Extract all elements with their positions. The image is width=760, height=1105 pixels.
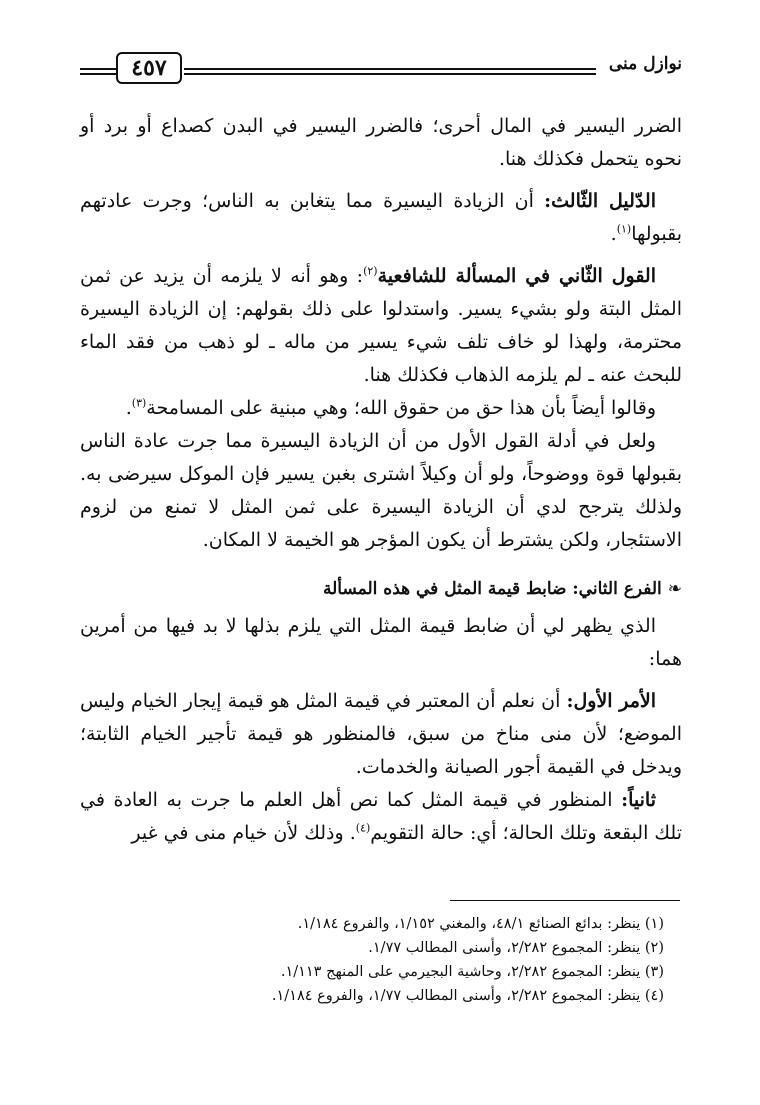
header-rule — [184, 68, 596, 70]
footnote-ref[interactable]: (٣) — [131, 396, 147, 410]
paragraph-lead: الدّليل الثّالث: — [544, 190, 656, 212]
footnote-ref[interactable]: (٤) — [355, 821, 371, 835]
paragraph-lead: القول الثّاني في المسألة للشافعية — [377, 265, 656, 287]
footnotes — [104, 912, 664, 1008]
footnote-ref[interactable]: (١) — [616, 222, 632, 236]
paragraph-lead: الأمر الأول: — [566, 690, 657, 712]
section-heading-text: الفرع الثاني: ضابط قيمة المثل في هذه المسألة — [323, 579, 662, 599]
paragraph: ولعل في أدلة القول الأول من أن الزيادة اليسيرة مما جرت عادة الناس بقبولها قوة ووضوحاً، ولو أن وكيلاً اشترى بغبن يسير فإن الموكل سيرضى به. ولذلك يترجح لدي أن الزيادة اليسيرة على ثمن المثل لا تمنع من لزوم الاستئجار، ولكن يشترط أن يكون المؤجر هو الخيمة لا المكان. — [80, 430, 682, 551]
footnote-ref[interactable]: (٢) — [363, 264, 378, 278]
paragraph — [80, 392, 682, 425]
paragraph-text: أن نعلم أن المعتبر في قيمة المثل هو قيمة إيجار الخيام وليس الموضع؛ لأن منى مناخ من سبق، فالمنظور هو قيمة تأجير الخيام الثابتة؛ ويدخل في القيمة أجور الصيانة والخدمات. — [80, 690, 682, 778]
paragraph-text: أن الزيادة اليسيرة مما يتغابن به الناس؛ وجرت عادتهم بقبولها — [80, 190, 682, 245]
paragraph: الضرر اليسير في المال أحرى؛ فالضرر اليسير في البدن كصداع أو برد أو نحوه يتحمل فكذلك هنا. — [80, 115, 682, 170]
paragraph-text: : وهو أنه لا يلزمه أن يزيد عن ثمن المثل البتة ولو بشيء يسير. واستدلوا على ذلك بقولهم: إن الزيادة اليسيرة محترمة، ولهذا لو خاف تلف شيء يسير من ماله ـ لو ذهب من فقد الماء للبحث عنه ـ لم يلزمه الذهاب فكذلك هنا. — [80, 265, 682, 386]
paragraph: الذي يظهر لي أن ضابط قيمة المثل التي يلزم بذلها لا بد فيها من أمرين هما: — [80, 615, 682, 670]
section-heading — [80, 573, 682, 606]
paragraph — [80, 185, 682, 251]
paragraph — [80, 784, 682, 850]
paragraph-end: . وذلك لأن خيام منى في غير — [131, 822, 356, 844]
footnote: (٢) ينظر: المجموع ٢/٢٨٢، وأسنى المطالب ١/٧٧. — [368, 940, 664, 956]
running-title: نوازل منى — [608, 54, 682, 74]
paragraph-end: . — [610, 223, 617, 245]
main-text — [80, 110, 682, 850]
footnote: (٣) ينظر: المجموع ٢/٢٨٢، وحاشية البجيرمي على المنهج ١/١١٣. — [280, 964, 664, 980]
footnote: (٤) ينظر: المجموع ٢/٢٨٢، وأسنى المطالب ١/٧٧، والفروع ١/١٨٤. — [271, 988, 664, 1004]
leaf-marker-icon: ❧ — [667, 579, 682, 599]
paragraph — [80, 685, 682, 784]
page-header — [80, 46, 682, 86]
page-number: ٤٥٧ — [116, 52, 182, 84]
paragraph-lead: ثانياً: — [621, 789, 656, 811]
header-rule — [80, 73, 118, 75]
header-rule — [80, 68, 118, 70]
footnote: (١) ينظر: بدائع الصنائع ٤٨/١، والمغني ١/١٥٢، والفروع ١/١٨٤. — [297, 916, 664, 932]
paragraph — [80, 260, 682, 392]
paragraph-text: المنظور في قيمة المثل كما نص أهل العلم ما جرت به العادة في تلك البقعة وتلك الحالة؛ أي: حالة التقويم — [80, 789, 682, 844]
paragraph-text: وقالوا أيضاً بأن هذا حق من حقوق الله؛ وهي مبنية على المسامحة — [146, 397, 656, 419]
paragraph-end: . — [125, 397, 132, 419]
footnote-divider — [450, 900, 680, 901]
header-rule — [184, 73, 596, 75]
